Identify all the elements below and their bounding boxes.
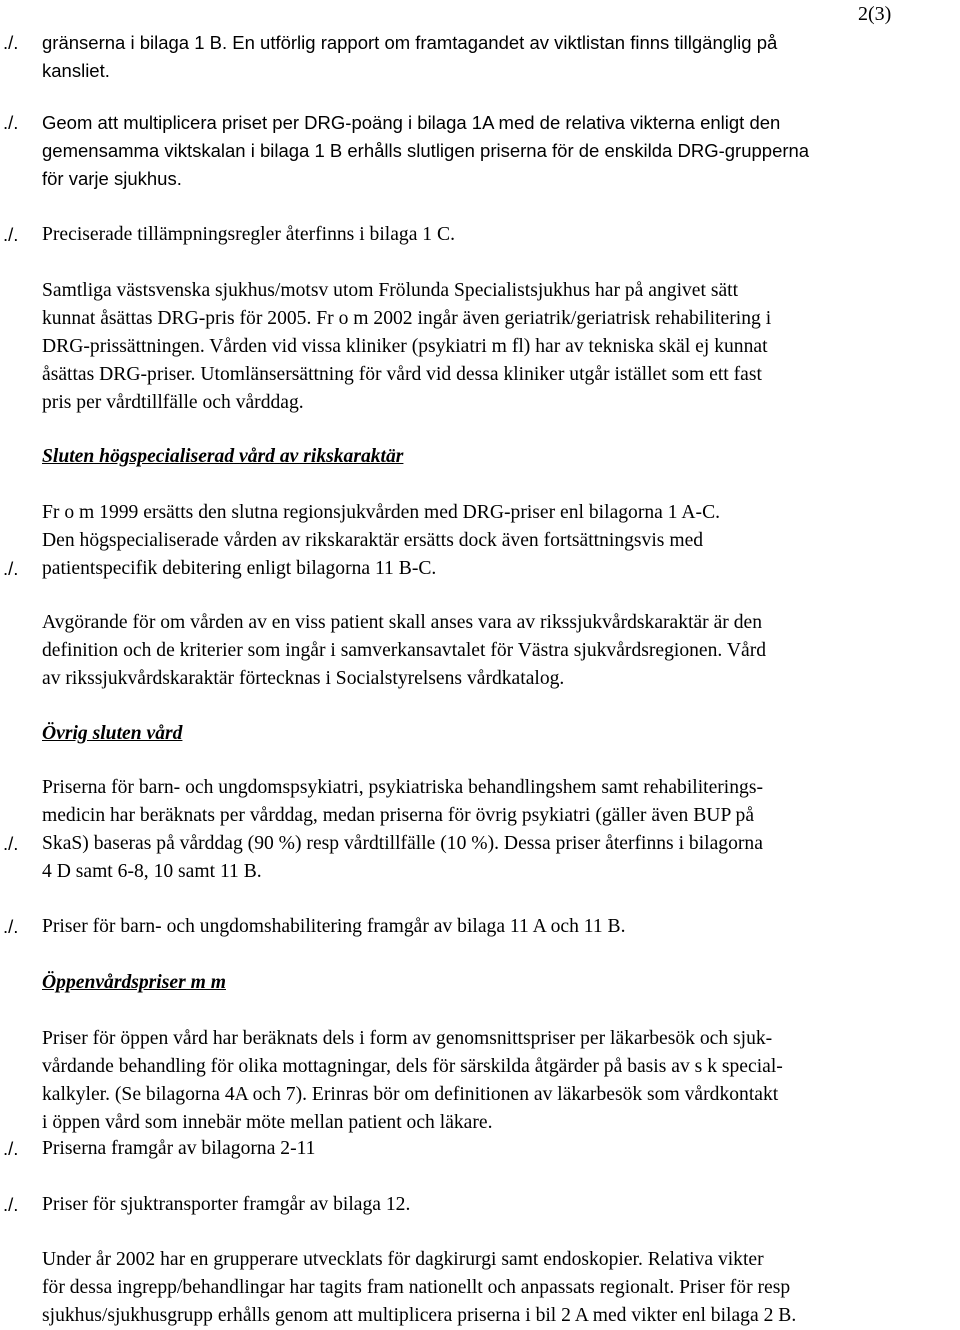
margin-mark: ./.: [3, 32, 19, 53]
paragraph-11: Priser för sjuktransporter framgår av bilaga 12.: [42, 1194, 411, 1215]
margin-mark: ./.: [3, 1138, 19, 1159]
paragraph-9: Priser för öppen vård har beräknats dels i form av genomsnittspriser per läkarbesök och sjuk- vårdande behandling för olika mottagningar, dels för särskilda åtgärder på basis av s k special- kalkyler. (Se bilagorna 4A och 7). Erinras bör om definitionen av läkarbesök som vårdkontakt i öppen vård som innebär möte mellan patient och läkare.: [42, 1028, 783, 1133]
paragraph-1: gränserna i bilaga 1 B. En utförlig rapport om framtagandet av viktlistan finns tillgänglig på kansliet.: [42, 32, 778, 81]
margin-mark: ./.: [3, 558, 19, 579]
margin-mark: ./.: [3, 916, 19, 937]
section-heading: Sluten högspecialiserad vård av rikskaraktär: [42, 446, 404, 467]
margin-mark: ./.: [3, 112, 19, 133]
paragraph-12: Under år 2002 har en grupperare utvecklats för dagkirurgi samt endoskopier. Relativa vikter för dessa ingrepp/behandlingar har tagits fram nationellt och anpassats regionalt. Priser för resp sjukhus/sjukhusgrupp erhålls genom att multiplicera priserna i bil 2 A med vikter enl bilaga 2 B.: [42, 1249, 797, 1326]
paragraph-4: Samtliga västsvenska sjukhus/motsv utom Frölunda Specialistsjukhus har på angivet sätt kunnat åsättas DRG-pris för 2005. Fr o m 2002 ingår även geriatrik/geriatrisk rehabilitering i DRG-prissättningen. Vården vid vissa kliniker (psykiatri m fl) har av tekniska skäl ej kunnat åsättas DRG-priser. Utomlänsersättning för vård vid dessa kliniker utgår istället som ett fast pris per vårdtillfälle och vårddag.: [42, 280, 772, 413]
paragraph-8: Priser för barn- och ungdomshabilitering framgår av bilaga 11 A och 11 B.: [42, 916, 626, 937]
paragraph-7: Priserna för barn- och ungdomspsykiatri, psykiatriska behandlingshem samt rehabiliterings- medicin har beräknats per vårddag, medan priserna för övrig psykiatri (gäller även BUP på SkaS) baseras på vårddag (90 %) resp vårdtillfälle (10 %). Dessa priser återfinns i bilagorna 4 D samt 6-8, 10 samt 11 B.: [42, 777, 763, 882]
page-number: 2(3): [858, 3, 892, 25]
margin-mark: ./.: [3, 224, 19, 245]
paragraph-3: Preciserade tillämpningsregler återfinns i bilaga 1 C.: [42, 224, 455, 245]
section-heading: Öppenvårdspriser m m: [42, 972, 226, 993]
paragraph-5: Fr o m 1999 ersätts den slutna regionsjukvården med DRG-priser enl bilagorna 1 A-C. Den högspecialiserade vården av rikskaraktär ersätts dock även fortsättningsvis med patientspecifik debitering enligt bilagorna 11 B-C.: [42, 502, 721, 579]
paragraph-2: Geom att multiplicera priset per DRG-poäng i bilaga 1A med de relativa vikterna enligt den gemensamma viktskalan i bilaga 1 B erhålls slutligen priserna för de enskilda DRG-grupperna för varje sjukhus.: [42, 112, 810, 189]
margin-mark: ./.: [3, 1194, 19, 1215]
paragraph-6: Avgörande för om vården av en viss patient skall anses vara av rikssjukvårdskaraktär är den definition och de kriterier som ingår i samverkansavtalet för Västra sjukvårdsregionen. Vård av rikssjukvårdskaraktär förtecknas i Socialstyrelsens vårdkatalog.: [42, 612, 767, 689]
margin-mark: ./.: [3, 833, 19, 854]
section-heading: Övrig sluten vård: [42, 723, 183, 744]
paragraph-10: Priserna framgår av bilagorna 2-11: [42, 1138, 316, 1159]
